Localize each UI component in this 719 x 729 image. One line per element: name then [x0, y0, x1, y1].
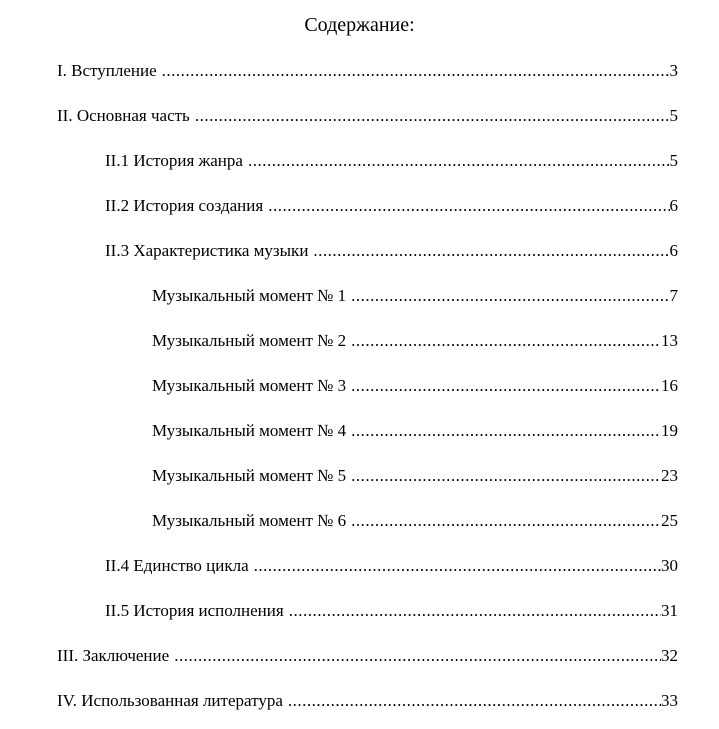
toc-entry-label: II.5 История исполнения	[105, 601, 284, 620]
toc-entry	[57, 465, 678, 487]
toc-entry-label: Музыкальный момент № 5	[152, 466, 347, 485]
toc-entry-page: 31	[661, 601, 678, 620]
toc-entry-page: 33	[661, 691, 678, 710]
toc-entry	[57, 240, 678, 262]
dot-leader	[195, 105, 670, 127]
toc-entry	[57, 555, 678, 577]
toc-entry	[57, 420, 678, 442]
dot-leader	[268, 195, 669, 217]
toc-entry-page: 19	[661, 421, 678, 440]
toc-entry-page: 32	[661, 646, 678, 665]
toc-entry	[57, 510, 678, 532]
toc-list	[0, 60, 719, 712]
toc-entry-label: II.2 История создания	[105, 196, 264, 215]
toc-entry-label: II.1 История жанра	[105, 151, 243, 170]
toc-entry-label: I. Вступление	[57, 61, 157, 80]
dot-leader	[351, 285, 669, 307]
toc-entry-label: II.4 Единство цикла	[105, 556, 249, 575]
dot-leader	[162, 60, 670, 82]
toc-entry-page: 30	[661, 556, 678, 575]
toc-entry-label: Музыкальный момент № 1	[152, 286, 347, 305]
dot-leader	[351, 375, 661, 397]
toc-entry-page: 25	[661, 511, 678, 530]
toc-entry-page: 13	[661, 331, 678, 350]
page-title: Содержание:	[304, 14, 415, 36]
dot-leader	[174, 645, 661, 667]
toc-entry-label: Музыкальный момент № 4	[152, 421, 347, 440]
toc-entry-page: 16	[661, 376, 678, 395]
toc-entry	[57, 600, 678, 622]
dot-leader	[289, 600, 661, 622]
dot-leader	[248, 150, 670, 172]
dot-leader	[351, 510, 661, 532]
toc-entry	[57, 690, 678, 712]
toc-entry	[57, 285, 678, 307]
toc-entry-label: IV. Использованная литература	[57, 691, 283, 710]
toc-entry-label: Музыкальный момент № 3	[152, 376, 347, 395]
dot-leader	[351, 420, 661, 442]
toc-entry-label: III. Заключение	[57, 646, 170, 665]
toc-entry	[57, 195, 678, 217]
toc-entry	[57, 105, 678, 127]
toc-entry-page: 5	[669, 106, 678, 125]
toc-entry-page: 6	[669, 196, 678, 215]
dot-leader	[351, 465, 661, 487]
dot-leader	[288, 690, 661, 712]
toc-entry-page: 7	[669, 286, 678, 305]
toc-entry	[57, 60, 678, 82]
dot-leader	[254, 555, 661, 577]
toc-entry	[57, 150, 678, 172]
toc-entry-label: II. Основная часть	[57, 106, 190, 125]
toc-entry-label: Музыкальный момент № 2	[152, 331, 347, 350]
toc-entry-page: 3	[669, 61, 678, 80]
toc-entry-label: Музыкальный момент № 6	[152, 511, 347, 530]
toc-entry-label: II.3 Характеристика музыки	[105, 241, 309, 260]
toc-entry-page: 23	[661, 466, 678, 485]
dot-leader	[351, 330, 661, 352]
toc-entry-page: 5	[669, 151, 678, 170]
dot-leader	[313, 240, 669, 262]
toc-entry-page: 6	[669, 241, 678, 260]
toc-entry	[57, 645, 678, 667]
toc-entry	[57, 375, 678, 397]
toc-entry	[57, 330, 678, 352]
